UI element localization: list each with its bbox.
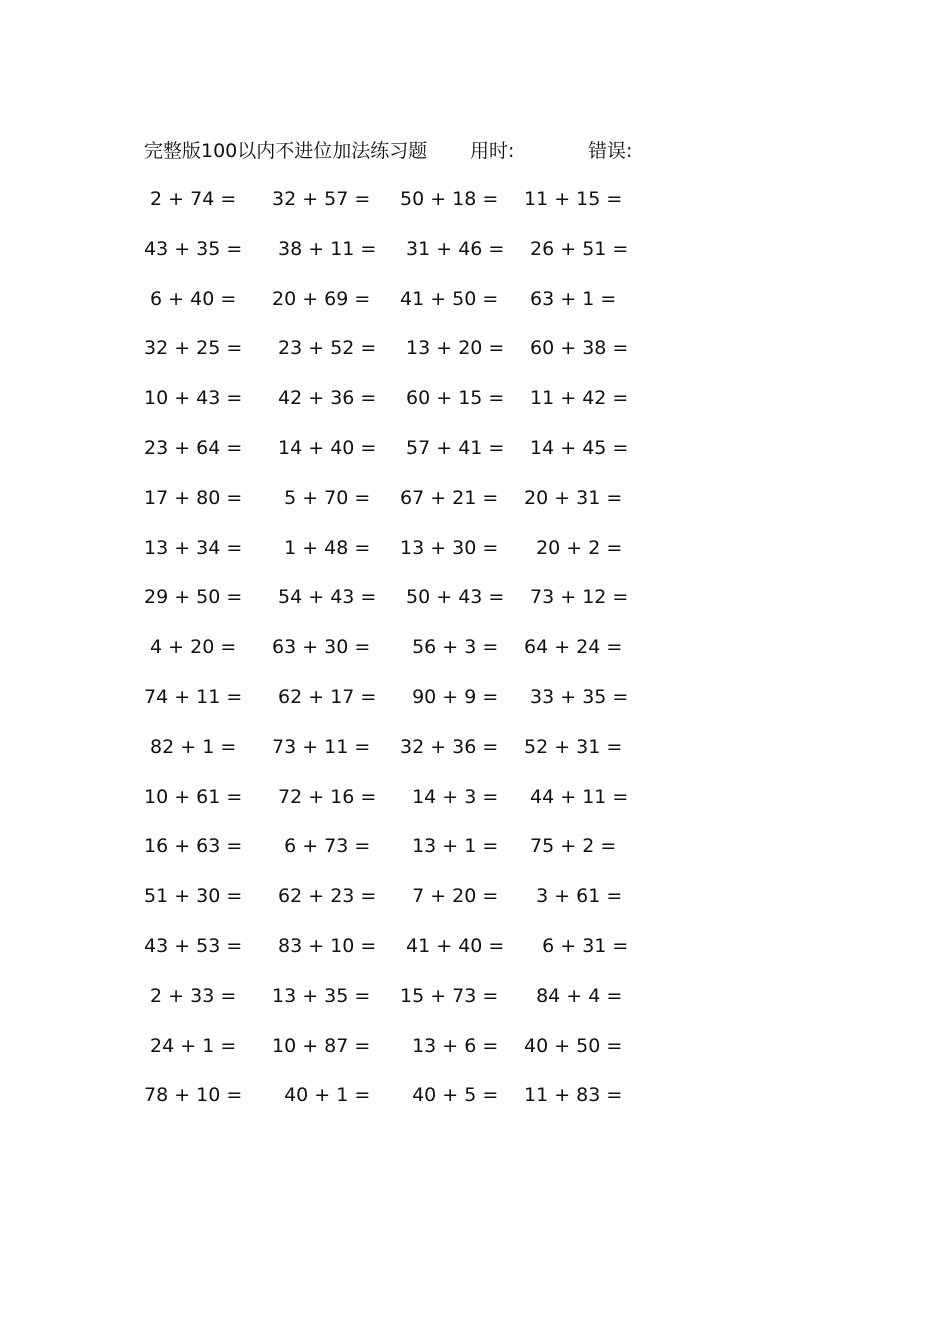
addition-problem: 90 + 9 = xyxy=(400,685,499,708)
addition-problem: 73 + 12 = xyxy=(524,586,629,609)
addition-problem: 31 + 46 = xyxy=(400,237,505,260)
addition-problem: 50 + 18 = xyxy=(400,188,499,210)
addition-problem: 11 + 15 = xyxy=(524,188,623,210)
problem-row xyxy=(144,481,704,531)
addition-problem: 17 + 80 = xyxy=(144,486,243,509)
addition-problem: 62 + 17 = xyxy=(272,685,377,708)
addition-problem: 13 + 34 = xyxy=(144,536,243,559)
addition-problem: 16 + 63 = xyxy=(144,835,243,858)
problem-row xyxy=(144,879,704,929)
addition-problem: 4 + 20 = xyxy=(144,636,237,659)
addition-problem: 11 + 83 = xyxy=(524,1084,623,1107)
problem-row xyxy=(144,730,704,780)
problem-row xyxy=(144,182,704,232)
addition-problem: 50 + 43 = xyxy=(400,586,505,609)
addition-problem: 52 + 31 = xyxy=(524,735,623,758)
addition-problem: 24 + 1 = xyxy=(144,1034,237,1057)
addition-problem: 13 + 1 = xyxy=(400,835,499,858)
addition-problem: 1 + 48 = xyxy=(272,536,371,559)
worksheet-header xyxy=(144,136,704,166)
addition-problem: 40 + 5 = xyxy=(400,1084,499,1107)
addition-problem: 74 + 11 = xyxy=(144,685,243,708)
addition-problem: 40 + 50 = xyxy=(524,1034,623,1057)
addition-problem: 23 + 64 = xyxy=(144,436,243,459)
addition-problem: 20 + 31 = xyxy=(524,486,623,509)
addition-problem: 13 + 20 = xyxy=(400,337,505,360)
addition-problem: 63 + 30 = xyxy=(272,636,371,659)
addition-problem: 32 + 25 = xyxy=(144,337,243,360)
addition-problem: 44 + 11 = xyxy=(524,785,629,808)
addition-problem: 84 + 4 = xyxy=(524,984,623,1007)
addition-problem: 32 + 36 = xyxy=(400,735,499,758)
addition-problem: 33 + 35 = xyxy=(524,685,629,708)
addition-problem: 26 + 51 = xyxy=(524,237,629,260)
addition-problem: 63 + 1 = xyxy=(524,287,617,310)
problem-row xyxy=(144,829,704,879)
problem-row xyxy=(144,1029,704,1079)
addition-problem: 10 + 87 = xyxy=(272,1034,371,1057)
addition-problem: 7 + 20 = xyxy=(400,885,499,908)
problem-row xyxy=(144,232,704,282)
problem-row xyxy=(144,780,704,830)
addition-problem: 13 + 6 = xyxy=(400,1034,499,1057)
addition-problem: 3 + 61 = xyxy=(524,885,623,908)
addition-problem: 72 + 16 = xyxy=(272,785,377,808)
problem-row xyxy=(144,531,704,581)
time-used-label: 用时: xyxy=(470,140,515,162)
addition-problem: 32 + 57 = xyxy=(272,188,371,210)
addition-problem: 43 + 53 = xyxy=(144,934,243,957)
addition-problem: 10 + 61 = xyxy=(144,785,243,808)
addition-problem: 78 + 10 = xyxy=(144,1084,243,1107)
addition-problem: 42 + 36 = xyxy=(272,387,377,410)
addition-problem: 6 + 73 = xyxy=(272,835,371,858)
addition-problem: 83 + 10 = xyxy=(272,934,377,957)
addition-problem: 60 + 38 = xyxy=(524,337,629,360)
addition-problem: 73 + 11 = xyxy=(272,735,371,758)
addition-problem: 14 + 45 = xyxy=(524,436,629,459)
problem-grid xyxy=(144,182,704,1128)
addition-problem: 38 + 11 = xyxy=(272,237,377,260)
problem-row xyxy=(144,381,704,431)
addition-problem: 23 + 52 = xyxy=(272,337,377,360)
addition-problem: 2 + 33 = xyxy=(144,984,237,1007)
addition-problem: 43 + 35 = xyxy=(144,237,243,260)
addition-problem: 56 + 3 = xyxy=(400,636,499,659)
addition-problem: 13 + 30 = xyxy=(400,536,499,559)
addition-problem: 2 + 74 = xyxy=(144,188,237,210)
addition-problem: 54 + 43 = xyxy=(272,586,377,609)
addition-problem: 64 + 24 = xyxy=(524,636,623,659)
addition-problem: 14 + 3 = xyxy=(400,785,499,808)
addition-problem: 41 + 40 = xyxy=(400,934,505,957)
problem-row xyxy=(144,929,704,979)
problem-row xyxy=(144,282,704,332)
addition-problem: 75 + 2 = xyxy=(524,835,617,858)
addition-problem: 13 + 35 = xyxy=(272,984,371,1007)
addition-problem: 6 + 40 = xyxy=(144,287,237,310)
addition-problem: 82 + 1 = xyxy=(144,735,237,758)
addition-problem: 5 + 70 = xyxy=(272,486,371,509)
addition-problem: 40 + 1 = xyxy=(272,1084,371,1107)
addition-problem: 15 + 73 = xyxy=(400,984,499,1007)
addition-problem: 20 + 69 = xyxy=(272,287,371,310)
problem-row xyxy=(144,979,704,1029)
addition-problem: 57 + 41 = xyxy=(400,436,505,459)
problem-row xyxy=(144,580,704,630)
addition-problem: 20 + 2 = xyxy=(524,536,623,559)
addition-problem: 10 + 43 = xyxy=(144,387,243,410)
addition-problem: 29 + 50 = xyxy=(144,586,243,609)
problem-row xyxy=(144,680,704,730)
problem-row xyxy=(144,331,704,381)
errors-label: 错误: xyxy=(588,140,633,162)
addition-problem: 60 + 15 = xyxy=(400,387,505,410)
worksheet-title: 完整版100以内不进位加法练习题 xyxy=(144,140,428,162)
problem-row xyxy=(144,1078,704,1128)
problem-row xyxy=(144,630,704,680)
problem-row xyxy=(144,431,704,481)
addition-problem: 11 + 42 = xyxy=(524,387,629,410)
addition-problem: 6 + 31 = xyxy=(524,934,629,957)
addition-problem: 14 + 40 = xyxy=(272,436,377,459)
addition-problem: 62 + 23 = xyxy=(272,885,377,908)
addition-problem: 67 + 21 = xyxy=(400,486,499,509)
addition-problem: 51 + 30 = xyxy=(144,885,243,908)
addition-problem: 41 + 50 = xyxy=(400,287,499,310)
